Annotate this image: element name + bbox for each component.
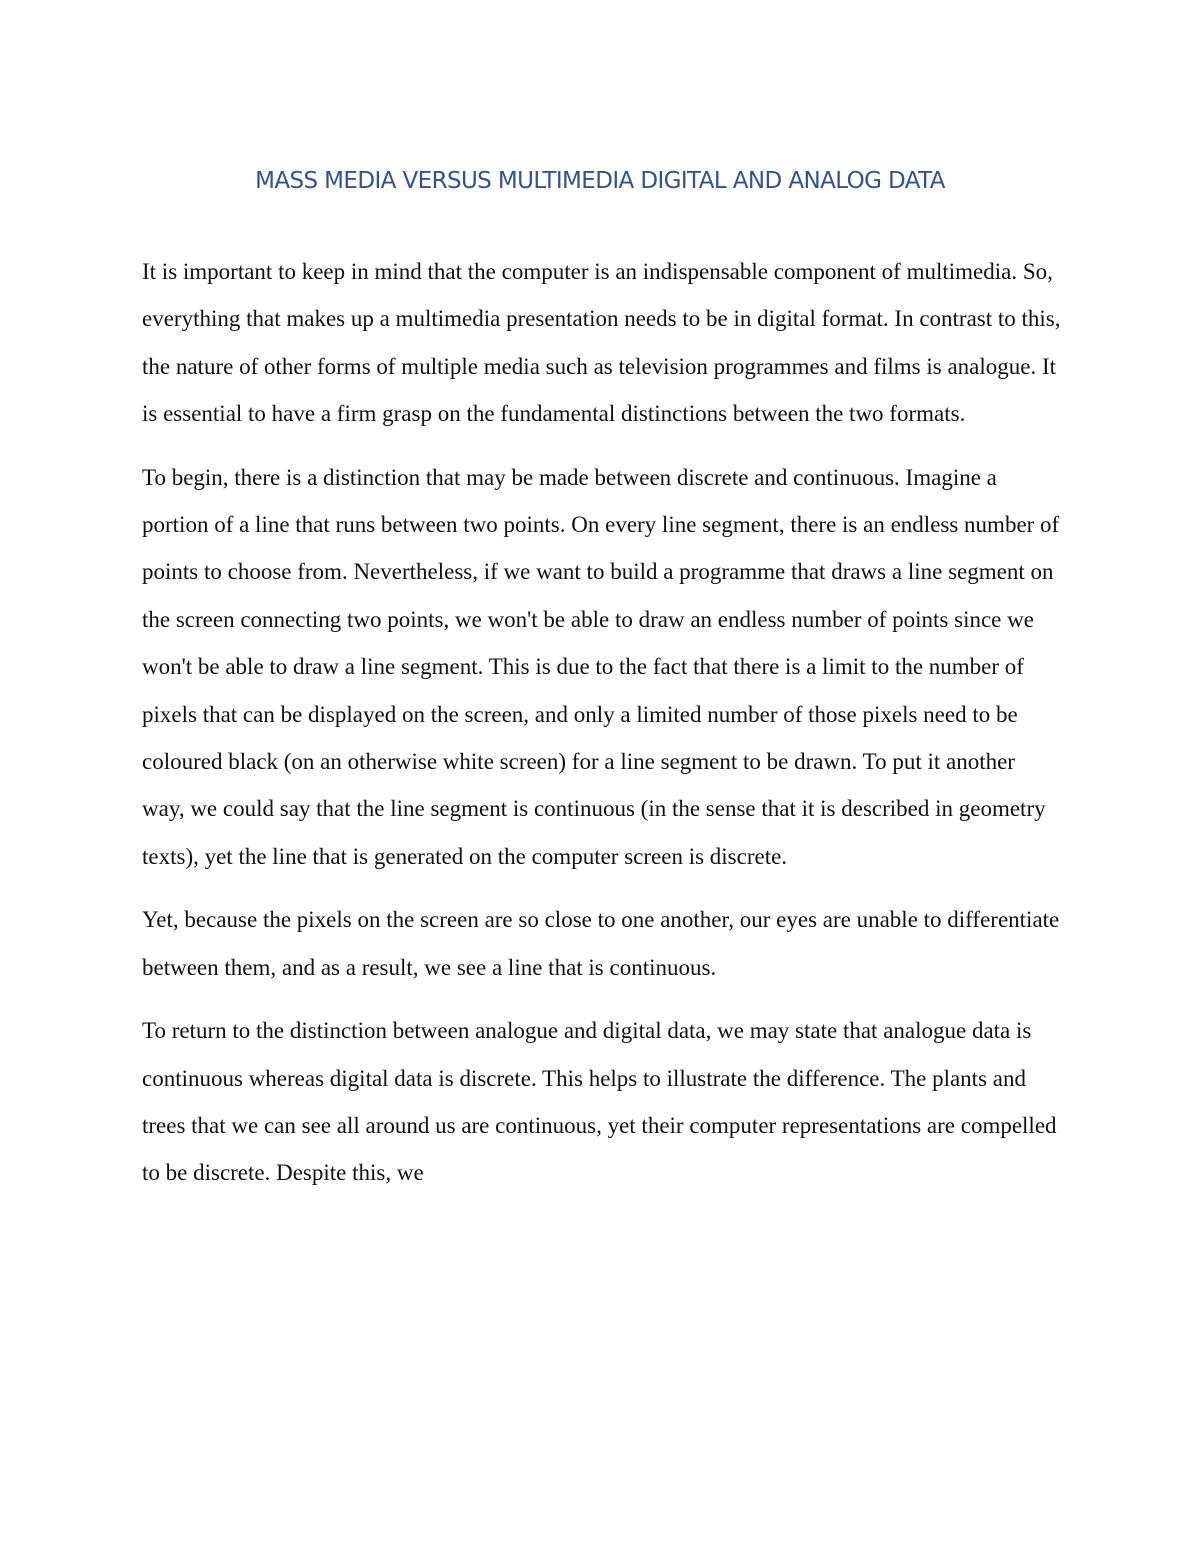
document-body	[142, 248, 1062, 1213]
document-title: MASS MEDIA VERSUS MULTIMEDIA DIGITAL AND ANALOG DATA	[255, 168, 945, 194]
paragraph-1: It is important to keep in mind that the computer is an indispensable component of multimedia. So, everything that makes up a multimedia presentation needs to be in digital format. In contrast to this, the nature of other forms of multiple media such as television programmes and films is analogue. It is essential to have a firm grasp on the fundamental distinctions between the two formats.	[142, 259, 1061, 427]
paragraph-2: To begin, there is a distinction that may be made between discrete and continuous. Imagine a portion of a line that runs between two points. On every line segment, there is an endless number of points to choose from. Nevertheless, if we want to build a programme that draws a line segment on the screen connecting two points, we won't be able to draw an endless number of points since we won't be able to draw a line segment. This is due to the fact that there is a limit to the number of pixels that can be displayed on the screen, and only a limited number of those pixels need to be coloured black (on an otherwise white screen) for a line segment to be drawn. To put it another way, we could say that the line segment is continuous (in the sense that it is described in geometry texts), yet the line that is generated on the computer screen is discrete.	[142, 464, 1060, 869]
paragraph-3: Yet, because the pixels on the screen are so close to one another, our eyes are unable to differentiate between them, and as a result, we see a line that is continuous.	[142, 907, 1060, 980]
paragraph-4: To return to the distinction between analogue and digital data, we may state that analogue data is continuous whereas digital data is discrete. This helps to illustrate the difference. The plants and trees that we can see all around us are continuous, yet their computer representations are compelled to be discrete. Despite this, we	[142, 1018, 1057, 1186]
